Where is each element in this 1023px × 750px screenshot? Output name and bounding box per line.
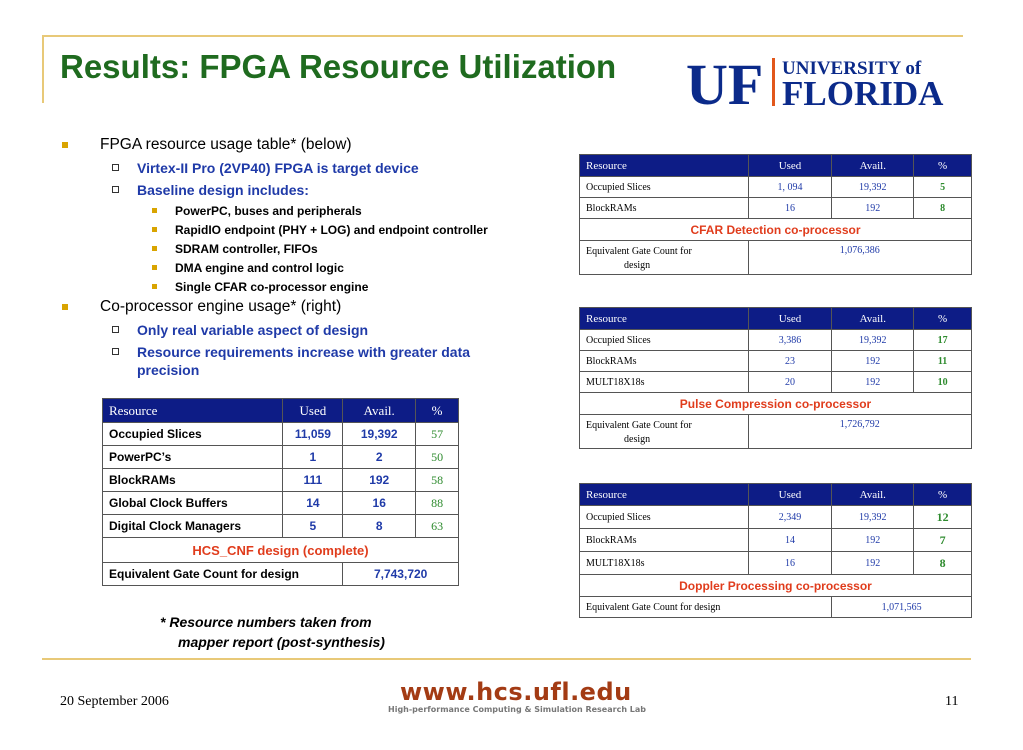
cell: Global Clock Buffers <box>103 492 283 515</box>
gate-label: Equivalent Gate Count for design <box>103 563 343 586</box>
footer-date: 20 September 2006 <box>60 694 169 709</box>
cell: 8 <box>914 198 972 219</box>
bullet-hollow-square-icon <box>112 164 119 171</box>
footer-url[interactable]: www.hcs.ufl.edu <box>400 678 632 706</box>
cell: 16 <box>748 552 832 575</box>
cell: BlockRAMs <box>580 198 749 219</box>
cell: 192 <box>832 372 914 393</box>
header-used: Used <box>283 399 343 423</box>
cell: 3,386 <box>748 330 832 351</box>
header-pct: % <box>914 308 972 330</box>
cell: 192 <box>832 552 914 575</box>
table-row <box>580 529 972 552</box>
header-pct: % <box>914 484 972 506</box>
cell: Occupied Slices <box>103 423 283 446</box>
gate-label <box>580 415 749 449</box>
table-row <box>103 492 459 515</box>
cell: 1 <box>283 446 343 469</box>
university-logo <box>686 52 972 110</box>
logo-mark: UF <box>686 52 764 110</box>
cell: Occupied Slices <box>580 330 749 351</box>
bullet-small-square-icon <box>152 208 157 213</box>
table-row <box>580 506 972 529</box>
cfar-resource-table <box>579 154 972 275</box>
logo-line1: UNIVERSITY of <box>782 58 922 79</box>
footnote-line1: * Resource numbers taken from <box>160 614 372 630</box>
cell: 50 <box>416 446 459 469</box>
item-text: SDRAM controller, FIFOs <box>175 242 318 256</box>
table-row <box>580 241 972 275</box>
bullet-2-2-text: Resource requirements increase with greater data precision <box>137 344 471 378</box>
table-caption-row <box>580 219 972 241</box>
cell: 2 <box>343 446 416 469</box>
table-row <box>580 177 972 198</box>
table-caption: HCS_CNF design (complete) <box>103 538 459 563</box>
bullet-square-icon <box>62 304 68 310</box>
logo-divider <box>772 58 775 106</box>
cell: 192 <box>832 351 914 372</box>
bullet-1-2-item <box>60 279 530 295</box>
gate-label-line2: design <box>624 260 651 271</box>
cell: BlockRAMs <box>103 469 283 492</box>
bullet-2 <box>60 298 530 316</box>
cell: 19,392 <box>832 177 914 198</box>
cell: 19,392 <box>832 330 914 351</box>
cell: 7 <box>914 529 972 552</box>
table-header <box>580 484 972 506</box>
table-row <box>580 351 972 372</box>
table-header <box>103 399 459 423</box>
table-row <box>580 597 972 618</box>
header-used: Used <box>748 484 832 506</box>
cell: BlockRAMs <box>580 529 749 552</box>
bullet-small-square-icon <box>152 227 157 232</box>
cell: PowerPC’s <box>103 446 283 469</box>
cell: 14 <box>748 529 832 552</box>
table-caption-row <box>580 393 972 415</box>
bullet-2-2 <box>60 343 530 379</box>
bullet-1 <box>60 136 530 154</box>
bullet-2-text: Co-processor engine usage* (right) <box>100 298 342 315</box>
table-row <box>580 372 972 393</box>
cell: 12 <box>914 506 972 529</box>
main-resource-table <box>102 398 459 586</box>
footer-lab-name: High-performance Computing & Simulation Research Lab <box>388 705 647 714</box>
bullet-hollow-square-icon <box>112 348 119 355</box>
bullet-1-2-item <box>60 203 530 219</box>
gate-value: 1,726,792 <box>748 415 971 449</box>
bullet-1-2-item <box>60 241 530 257</box>
bullet-hollow-square-icon <box>112 186 119 193</box>
table-caption: Doppler Processing co-processor <box>580 575 972 597</box>
table-row <box>103 469 459 492</box>
bullet-small-square-icon <box>152 265 157 270</box>
cell: 14 <box>283 492 343 515</box>
cell: 1, 094 <box>748 177 832 198</box>
item-text: Single CFAR co-processor engine <box>175 280 369 294</box>
gate-value: 1,071,565 <box>832 597 972 618</box>
cell: 19,392 <box>343 423 416 446</box>
header-resource: Resource <box>103 399 283 423</box>
cell: MULT18X18s <box>580 372 749 393</box>
table-row <box>103 515 459 538</box>
cell: 5 <box>283 515 343 538</box>
cell: 20 <box>748 372 832 393</box>
header-pct: % <box>416 399 459 423</box>
table-caption-row <box>103 538 459 563</box>
cell: 88 <box>416 492 459 515</box>
bullet-1-1-text: Virtex-II Pro (2VP40) FPGA is target device <box>137 160 419 176</box>
cell: 11 <box>914 351 972 372</box>
doppler-resource-table <box>579 483 972 618</box>
gate-label <box>580 241 749 275</box>
header-avail: Avail. <box>343 399 416 423</box>
page-number: 11 <box>945 694 959 709</box>
header-resource: Resource <box>580 155 749 177</box>
header-used: Used <box>748 308 832 330</box>
cell: 16 <box>343 492 416 515</box>
header-pct: % <box>914 155 972 177</box>
cell: 192 <box>832 198 914 219</box>
cell: 192 <box>343 469 416 492</box>
bullet-1-text: FPGA resource usage table* (below) <box>100 136 352 153</box>
header-avail: Avail. <box>832 155 914 177</box>
cell: 63 <box>416 515 459 538</box>
cell: 11,059 <box>283 423 343 446</box>
cell: Occupied Slices <box>580 506 749 529</box>
cell: Occupied Slices <box>580 177 749 198</box>
cell: 57 <box>416 423 459 446</box>
bullet-1-2-item <box>60 260 530 276</box>
cell: MULT18X18s <box>580 552 749 575</box>
table-row <box>103 563 459 586</box>
header-resource: Resource <box>580 484 749 506</box>
gate-label-line2: design <box>624 434 651 445</box>
logo-line2: FLORIDA <box>782 74 944 110</box>
gate-value: 1,076,386 <box>748 241 971 275</box>
table-header <box>580 308 972 330</box>
bullet-small-square-icon <box>152 246 157 251</box>
table-row <box>580 330 972 351</box>
frame-line-top <box>42 35 963 37</box>
table-row <box>103 446 459 469</box>
cell: 10 <box>914 372 972 393</box>
bullet-square-icon <box>62 142 68 148</box>
bullet-2-1-text: Only real variable aspect of design <box>137 322 369 338</box>
table-caption: CFAR Detection co-processor <box>580 219 972 241</box>
cell: 23 <box>748 351 832 372</box>
frame-line-left <box>42 35 44 103</box>
gate-label-line1: Equivalent Gate Count for <box>586 246 692 257</box>
header-resource: Resource <box>580 308 749 330</box>
pulse-resource-table <box>579 307 972 449</box>
footnote <box>160 612 385 652</box>
bullet-small-square-icon <box>152 284 157 289</box>
table-caption-row <box>580 575 972 597</box>
frame-line-bottom <box>42 658 971 660</box>
bullet-1-2-item <box>60 222 530 238</box>
item-text: PowerPC, buses and peripherals <box>175 204 362 218</box>
cell: 16 <box>748 198 832 219</box>
bullet-hollow-square-icon <box>112 326 119 333</box>
cell: 111 <box>283 469 343 492</box>
bullet-1-1 <box>60 159 530 177</box>
bullet-1-2 <box>60 181 530 199</box>
cell: 17 <box>914 330 972 351</box>
table-row <box>580 198 972 219</box>
header-avail: Avail. <box>832 484 914 506</box>
header-used: Used <box>748 155 832 177</box>
cell: Digital Clock Managers <box>103 515 283 538</box>
table-row <box>103 423 459 446</box>
bullet-1-2-text: Baseline design includes: <box>137 182 309 198</box>
footnote-line2: mapper report (post-synthesis) <box>178 634 385 650</box>
bullet-2-1 <box>60 321 530 339</box>
cell: 192 <box>832 529 914 552</box>
table-row <box>580 415 972 449</box>
item-text: DMA engine and control logic <box>175 261 344 275</box>
page-title: Results: FPGA Resource Utilization <box>60 48 617 85</box>
cell: 8 <box>343 515 416 538</box>
table-caption: Pulse Compression co-processor <box>580 393 972 415</box>
cell: 5 <box>914 177 972 198</box>
cell: 2,349 <box>748 506 832 529</box>
item-text: RapidIO endpoint (PHY + LOG) and endpoint controller <box>175 223 488 237</box>
gate-label: Equivalent Gate Count for design <box>580 597 832 618</box>
header-avail: Avail. <box>832 308 914 330</box>
cell: 8 <box>914 552 972 575</box>
bullet-list <box>60 136 530 383</box>
gate-value: 7,743,720 <box>343 563 459 586</box>
table-header <box>580 155 972 177</box>
cell: BlockRAMs <box>580 351 749 372</box>
cell: 58 <box>416 469 459 492</box>
cell: 19,392 <box>832 506 914 529</box>
table-row <box>580 552 972 575</box>
gate-label-line1: Equivalent Gate Count for <box>586 420 692 431</box>
